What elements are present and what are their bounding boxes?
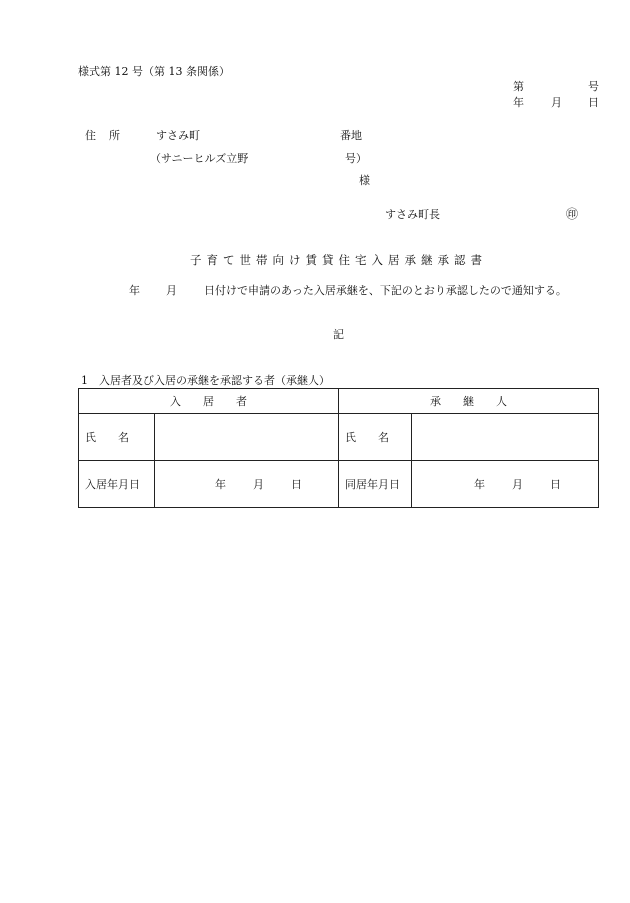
address-honorific: 様 <box>359 174 370 187</box>
move-in-month: 月 <box>253 478 264 491</box>
date-month: 月 <box>551 96 562 109</box>
name-label-left: 氏 名 <box>79 414 155 461</box>
ki-label: 記 <box>333 328 344 341</box>
move-in-day: 日 <box>291 478 302 491</box>
move-in-year: 年 <box>215 478 226 491</box>
issuer-name: すさみ町長 <box>385 208 440 221</box>
cohabit-date-cell[interactable] <box>412 461 599 508</box>
cohabit-day: 日 <box>550 478 561 491</box>
body-month: 月 <box>166 284 177 297</box>
date-year: 年 <box>513 96 524 109</box>
address-label-ju: 住 <box>85 129 96 142</box>
move-in-date-label: 入居年月日 <box>79 461 155 508</box>
cohabit-date-label: 同居年月日 <box>339 461 412 508</box>
doc-number-prefix: 第 <box>513 80 524 93</box>
body-text: 日付けで申請のあった入居承継を、下記のとおり承認したので通知する。 <box>204 284 567 297</box>
cohabit-month: 月 <box>512 478 523 491</box>
resident-table <box>78 388 599 508</box>
body-year: 年 <box>129 284 140 297</box>
address-banchi: 番地 <box>340 129 362 142</box>
header-resident: 入 居 者 <box>79 389 339 414</box>
seal-mark: ㊞ <box>566 207 579 221</box>
address-building: （サニーヒルズ立野 <box>150 152 249 165</box>
document-title: 子育て世帯向け賃貸住宅入居承継承認書 <box>190 253 487 267</box>
form-label: 様式第 12 号（第 13 条関係） <box>78 65 230 78</box>
cohabit-year: 年 <box>474 478 485 491</box>
address-label-sho: 所 <box>109 129 120 142</box>
section-1-heading: 1 入居者及び入居の承継を承認する者（承継人） <box>81 374 330 387</box>
doc-number-suffix: 号 <box>588 80 599 93</box>
date-day: 日 <box>588 96 599 109</box>
address-town: すさみ町 <box>156 129 200 142</box>
address-room: 号） <box>345 152 367 165</box>
successor-name-cell[interactable] <box>412 414 599 461</box>
header-successor: 承 継 人 <box>339 389 599 414</box>
name-label-right: 氏 名 <box>339 414 412 461</box>
resident-name-cell[interactable] <box>155 414 339 461</box>
move-in-date-cell[interactable] <box>155 461 339 508</box>
